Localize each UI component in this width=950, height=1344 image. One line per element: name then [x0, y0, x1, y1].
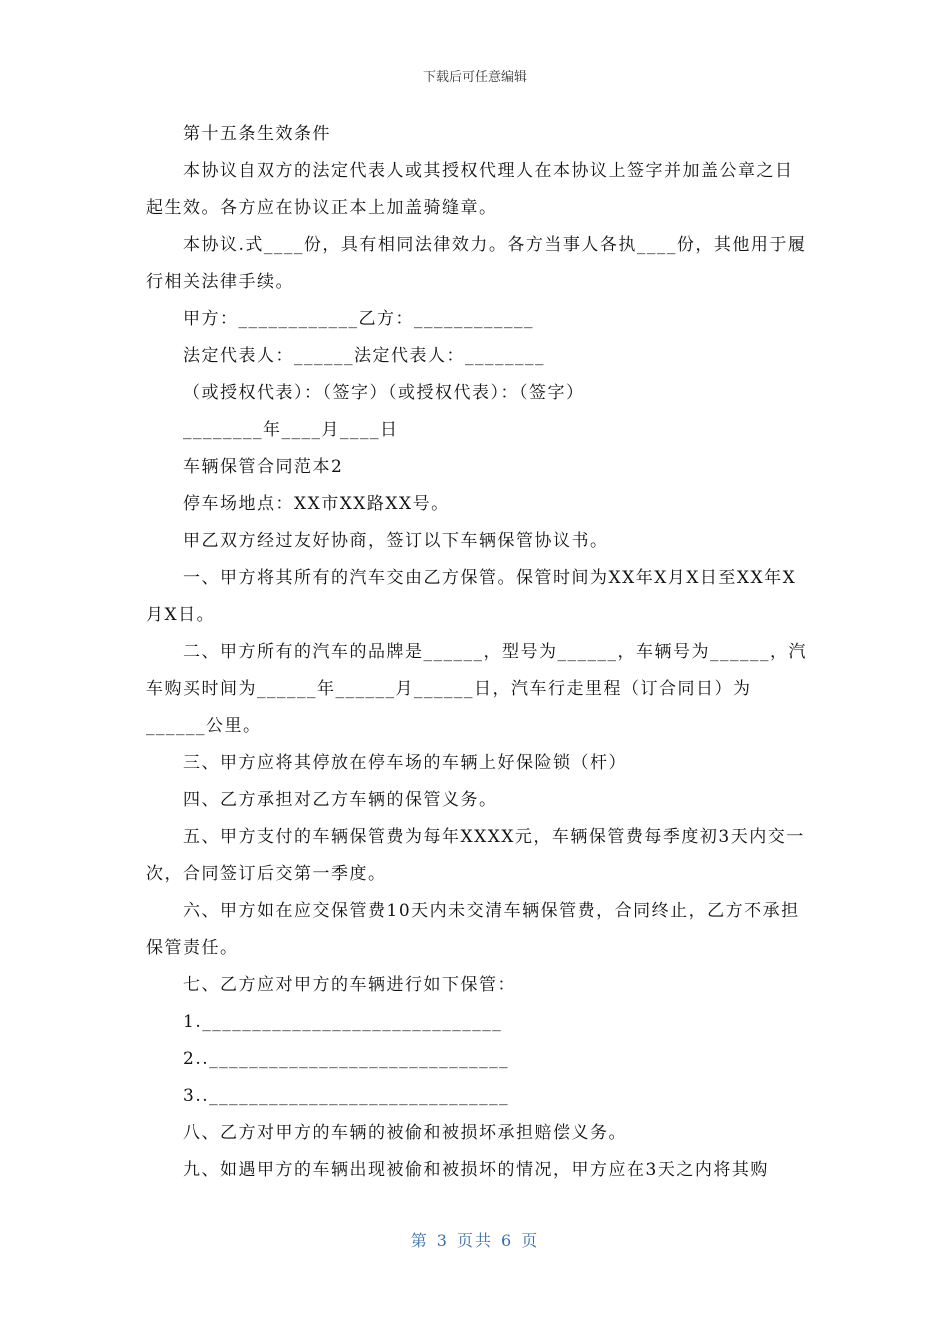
clause: 八、乙方对甲方的车辆的被偷和被损坏承担赔偿义务。: [183, 1123, 627, 1143]
page-footer: [0, 1228, 950, 1251]
current-page-number: 3: [436, 1231, 449, 1250]
contract-title: 车辆保管合同范本2: [183, 457, 344, 477]
clause: 九、如遇甲方的车辆出现被偷和被损坏的情况，甲方应在3天之内将其购: [183, 1160, 769, 1180]
clause: 三、甲方应将其停放在停车场的车辆上好保险锁（杆）: [183, 753, 627, 773]
page-header: 下载后可任意编辑: [422, 70, 527, 85]
clause: 一、甲方将其所有的汽车交由乙方保管。保管时间为XX年X月X日至XX年X月X日。: [146, 568, 797, 625]
document-body: [146, 116, 810, 1189]
signature-line-representative: 法定代表人：______法定代表人：________: [183, 346, 545, 366]
clause: 六、甲方如在应交保管费10天内未交清车辆保管费，合同终止，乙方不承担保管责任。: [146, 901, 800, 958]
section-title: 第十五条生效条件: [183, 124, 331, 144]
paragraph: 本协议自双方的法定代表人或其授权代理人在本协议上签字并加盖公章之日起生效。各方应在协议正本上加盖骑缝章。: [146, 161, 794, 218]
paragraph: 甲乙双方经过友好协商，签订以下车辆保管协议书。: [183, 531, 609, 551]
list-item: 3..______________________________: [183, 1086, 510, 1106]
date-line: ________年____月____日: [183, 420, 399, 440]
list-item: 2..______________________________: [183, 1049, 510, 1069]
paragraph: 本协议.式____份，具有相同法律效力。各方当事人各执____份，其他用于履行相关法律手续。: [146, 235, 807, 292]
signature-line-sign: （或授权代表）：（签字）（或授权代表）：（签字）: [183, 383, 585, 403]
footer-suffix: 页: [521, 1231, 540, 1250]
clause: 五、甲方支付的车辆保管费为每年XXXX元，车辆保管费每季度初3天内交一次，合同签订后交第一季度。: [146, 827, 805, 884]
footer-middle: 页共: [456, 1231, 493, 1250]
clause: 七、乙方应对甲方的车辆进行如下保管：: [183, 975, 516, 995]
footer-prefix: 第: [410, 1231, 429, 1250]
clause: 四、乙方承担对乙方车辆的保管义务。: [183, 790, 498, 810]
signature-line-party: 甲方：____________乙方：____________: [183, 309, 534, 329]
clause: 二、甲方所有的汽车的品牌是______，型号为______，车辆号为______，汽车购买时间为______年______月______日，汽车行走里程（订合同日）为______公里。: [146, 642, 807, 736]
list-item: 1.______________________________: [183, 1012, 503, 1032]
total-pages-number: 6: [501, 1231, 514, 1250]
paragraph: 停车场地点：XX市XX路XX号。: [183, 494, 450, 514]
